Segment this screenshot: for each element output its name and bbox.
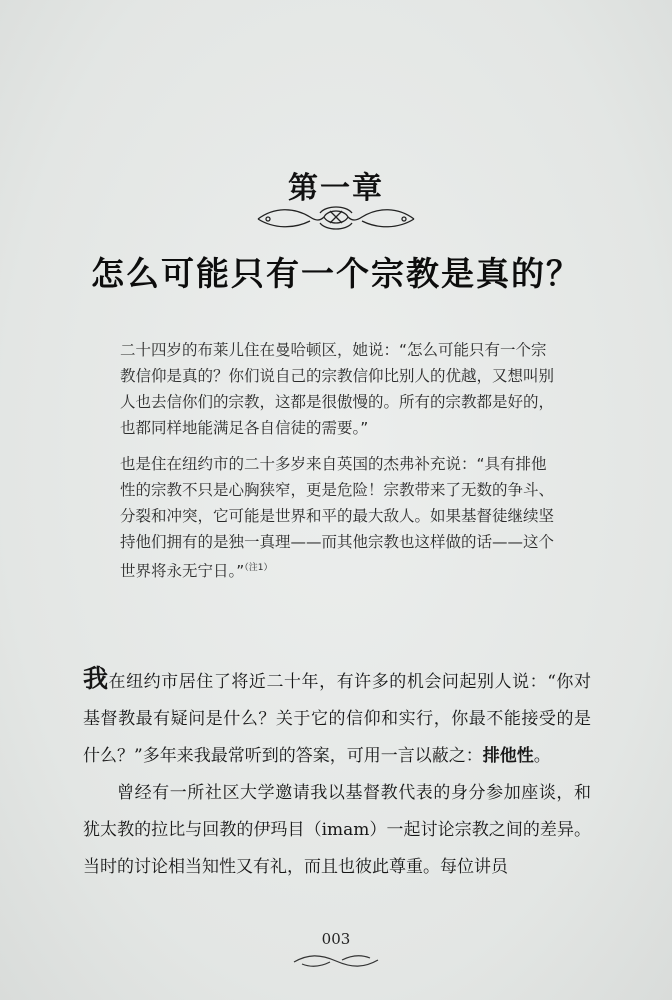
body-paragraph xyxy=(83,660,591,775)
body-paragraph-text: 在纽约市居住了将近二十年，有许多的机会问起别人说：“你对基督教最有疑问是什么？关于它的信仰和实行，你最不能接受的是什么？”多年来我最常听到的答案，可用一言以蔽之： xyxy=(83,672,591,766)
drop-cap: 我 xyxy=(83,664,109,693)
body-text xyxy=(83,660,591,886)
body-paragraph-end: 。 xyxy=(533,746,551,766)
emphasis-term: 排他性 xyxy=(482,746,534,766)
chapter-title: 怎么可能只有一个宗教是真的？ xyxy=(91,254,581,293)
page-number: 003 xyxy=(321,930,351,948)
quote-paragraph: 二十四岁的布莱儿住在曼哈顿区，她说：“怎么可能只有一个宗教信仰是真的？你们说自己的宗教信仰比别人的优越，又想叫别人也去信你们的宗教，这都是很傲慢的。所有的宗教都是好的，也都同样地能满足各自信徒的需要。” xyxy=(120,341,555,437)
body-paragraph: 曾经有一所社区大学邀请我以基督教代表的身分参加座谈，和犹太教的拉比与回教的伊玛目（imam）一起讨论宗教之间的差异。当时的讨论相当知性又有礼，而且也彼此尊重。每位讲员 xyxy=(83,783,591,877)
footnote-marker: （注1） xyxy=(244,563,273,573)
chapter-label: 第一章 xyxy=(288,171,384,206)
quote-text: 也是住在纽约市的二十多岁来自英国的杰弗补充说：“具有排他性的宗教不只是心胸狭窄，更是危险！宗教带来了无数的争斗、分裂和冲突，它可能是世界和平的最大敌人。如果基督徒继续坚持他们拥有的是独一真理——而其他宗教也这样做的话——这个世界将永无宁日。” xyxy=(120,455,555,581)
page-number-flourish-icon xyxy=(290,952,382,970)
quote-paragraph xyxy=(120,451,560,584)
flourish-ornament-icon xyxy=(254,203,418,233)
epigraph-quotes xyxy=(120,337,560,594)
